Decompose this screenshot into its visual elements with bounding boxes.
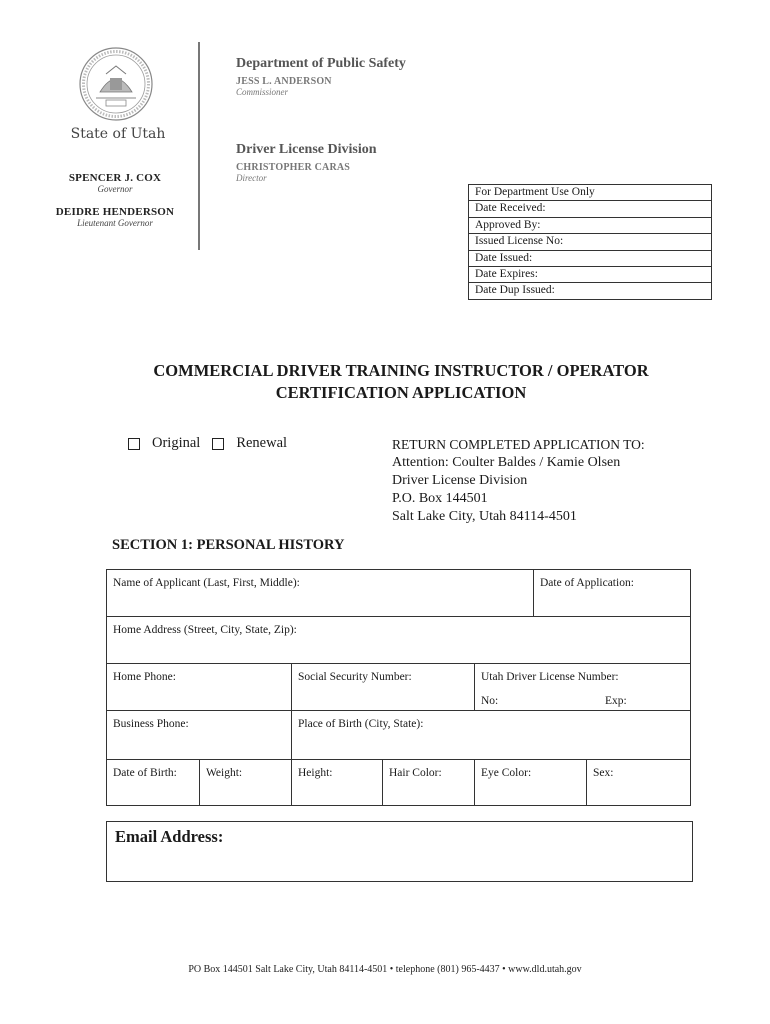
page-title [90, 360, 712, 404]
weight-field[interactable] [199, 759, 292, 806]
place-of-birth-label: Place of Birth (City, State): [298, 718, 424, 730]
issued-license-no-field: Issued License No: [469, 234, 711, 250]
title-line-1: COMMERCIAL DRIVER TRAINING INSTRUCTOR / OPERATOR [153, 361, 649, 380]
state-seal-logo [66, 44, 166, 130]
date-of-birth-field[interactable] [106, 759, 200, 806]
lt-governor-title: Lieutenant Governor [77, 218, 153, 228]
home-address-label: Home Address (Street, City, State, Zip): [113, 624, 297, 636]
eye-color-label: Eye Color: [481, 767, 532, 779]
footer-contact: PO Box 144501 Salt Lake City, Utah 84114-4501 • telephone (801) 965-4437 • www.dld.utah.gov [188, 964, 582, 975]
section-1-heading: SECTION 1: PERSONAL HISTORY [112, 537, 345, 553]
header-divider [198, 42, 200, 250]
return-heading: RETURN COMPLETED APPLICATION TO: [392, 437, 645, 452]
director-name: CHRISTOPHER CARAS [236, 162, 351, 173]
original-label: Original [152, 435, 201, 451]
return-division: Driver License Division [392, 473, 528, 488]
return-po-box: P.O. Box 144501 [392, 491, 488, 506]
application-date-field[interactable] [533, 569, 691, 617]
division-block [236, 142, 377, 183]
date-expires-field: Date Expires: [469, 267, 711, 283]
date-issued-field: Date Issued: [469, 251, 711, 267]
dept-use-heading: For Department Use Only [469, 185, 711, 201]
height-field[interactable] [291, 759, 383, 806]
hair-color-field[interactable] [382, 759, 475, 806]
governor-title: Governor [97, 184, 133, 194]
return-attention: Attention: Coulter Baldes / Kamie Olsen [392, 455, 621, 470]
director-title: Director [236, 173, 267, 183]
title-line-2: CERTIFICATION APPLICATION [275, 383, 527, 402]
ssn-field[interactable] [291, 663, 475, 711]
renewal-label: Renewal [236, 435, 288, 451]
home-address-field[interactable] [106, 616, 691, 664]
lt-governor-name: DEIDRE HENDERSON [55, 206, 175, 218]
application-type [128, 435, 299, 452]
eye-color-field[interactable] [474, 759, 587, 806]
return-address [392, 436, 645, 526]
place-of-birth-field[interactable] [291, 710, 691, 760]
applicant-name-field[interactable] [106, 569, 534, 617]
driver-license-label: Utah Driver License Number: [481, 671, 619, 683]
business-phone-field[interactable] [106, 710, 292, 760]
application-date-label: Date of Application: [540, 577, 634, 589]
applicant-name-label: Name of Applicant (Last, First, Middle): [113, 577, 300, 589]
driver-license-no-label: No: [481, 695, 499, 707]
date-received-field: Date Received: [469, 201, 711, 217]
home-phone-field[interactable] [106, 663, 292, 711]
officials-block [40, 172, 190, 240]
original-checkbox[interactable] [128, 438, 140, 450]
date-of-birth-label: Date of Birth: [113, 767, 177, 779]
approved-by-field: Approved By: [469, 218, 711, 234]
driver-license-field[interactable] [474, 663, 691, 711]
commissioner-title: Commissioner [236, 87, 289, 97]
sex-label: Sex: [593, 767, 614, 779]
hair-color-label: Hair Color: [389, 767, 442, 779]
weight-label: Weight: [206, 767, 243, 779]
department-name: Department of Public Safety [236, 56, 406, 71]
email-address-label: Email Address: [115, 827, 224, 846]
renewal-checkbox[interactable] [212, 438, 224, 450]
height-label: Height: [298, 767, 333, 779]
state-name: State of Utah [70, 126, 166, 142]
commissioner-name: JESS L. ANDERSON [236, 76, 332, 87]
division-name: Driver License Division [236, 142, 377, 157]
governor-name: SPENCER J. COX [68, 172, 162, 184]
sex-field[interactable] [586, 759, 691, 806]
driver-license-exp-label: Exp: [605, 695, 627, 707]
email-address-field[interactable] [106, 821, 693, 882]
business-phone-label: Business Phone: [113, 718, 189, 730]
return-city: Salt Lake City, Utah 84114-4501 [392, 509, 577, 524]
date-dup-issued-field: Date Dup Issued: [475, 284, 555, 297]
department-block [236, 56, 406, 97]
department-use-box [468, 184, 712, 300]
ssn-label: Social Security Number: [298, 671, 412, 683]
home-phone-label: Home Phone: [113, 671, 176, 683]
